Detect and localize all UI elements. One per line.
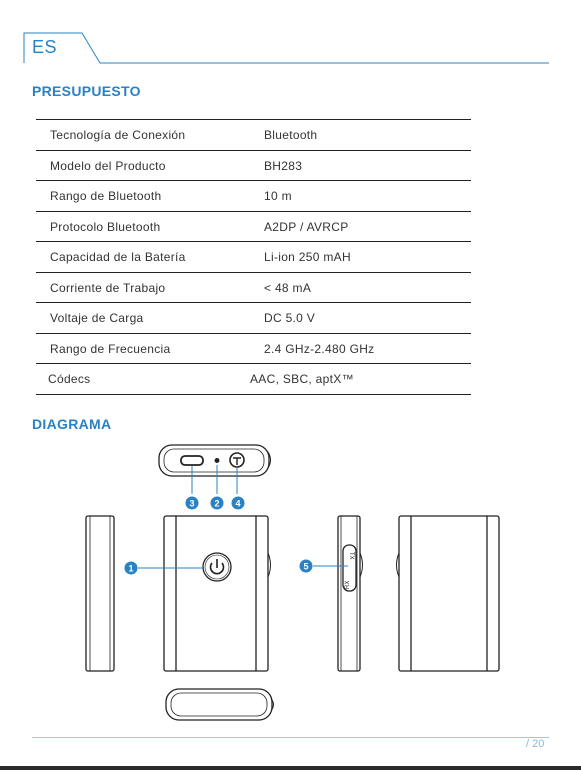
switch-label-tx: TX (348, 552, 354, 560)
audio-jack-icon (230, 453, 244, 467)
callout-1-label: 1 (128, 563, 134, 574)
callout-4 (232, 497, 245, 510)
device-back-view (397, 516, 500, 671)
switch-label-rx: RX (345, 580, 351, 589)
spec-value: < 48 mA (264, 280, 312, 295)
spec-label: Rango de Bluetooth (50, 189, 162, 203)
callout-5 (300, 560, 313, 573)
callout-3 (186, 497, 199, 510)
callout-2-label: 2 (214, 498, 220, 509)
callout-2 (211, 497, 224, 510)
device-bottom-view (166, 689, 274, 720)
footer-divider (32, 737, 549, 738)
page-number: / 20 (526, 738, 545, 750)
callout-4-label: 4 (235, 498, 241, 509)
device-right-side-view (338, 516, 363, 671)
callout-5-label: 5 (303, 561, 309, 572)
spec-label: Rango de Frecuencia (50, 341, 171, 356)
spec-value: DC 5.0 V (264, 311, 316, 325)
spec-label: Voltaje de Carga (50, 311, 144, 325)
spec-label: Tecnología de Conexión (50, 128, 186, 142)
spec-label: Códecs (48, 372, 91, 386)
device-top-view (159, 445, 271, 476)
diagram-section-title: DIAGRAMA (32, 416, 112, 432)
spec-label: Corriente de Trabajo (50, 280, 166, 295)
device-front-view (164, 516, 271, 671)
device-left-side-view (86, 516, 114, 671)
spec-value: Bluetooth (264, 128, 318, 142)
spec-label: Capacidad de la Batería (50, 250, 186, 264)
language-tab: ES (32, 37, 58, 57)
spec-value: AAC, SBC, aptX™ (250, 372, 354, 386)
callout-1 (125, 562, 138, 575)
spec-value: A2DP / AVRCP (264, 219, 349, 234)
callout-3-label: 3 (189, 498, 195, 509)
power-button-icon (203, 553, 231, 581)
spec-label: Modelo del Producto (50, 158, 166, 173)
specs-section-title: PRESUPUESTO (32, 83, 141, 99)
spec-value: 10 m (264, 189, 292, 203)
spec-value: Li-ion 250 mAH (264, 250, 351, 264)
led-indicator (215, 459, 219, 463)
spec-label: Protocolo Bluetooth (50, 219, 161, 234)
spec-value: BH283 (264, 158, 303, 173)
bottom-edge-strip (0, 766, 581, 770)
spec-value: 2.4 GHz-2.480 GHz (264, 341, 375, 356)
